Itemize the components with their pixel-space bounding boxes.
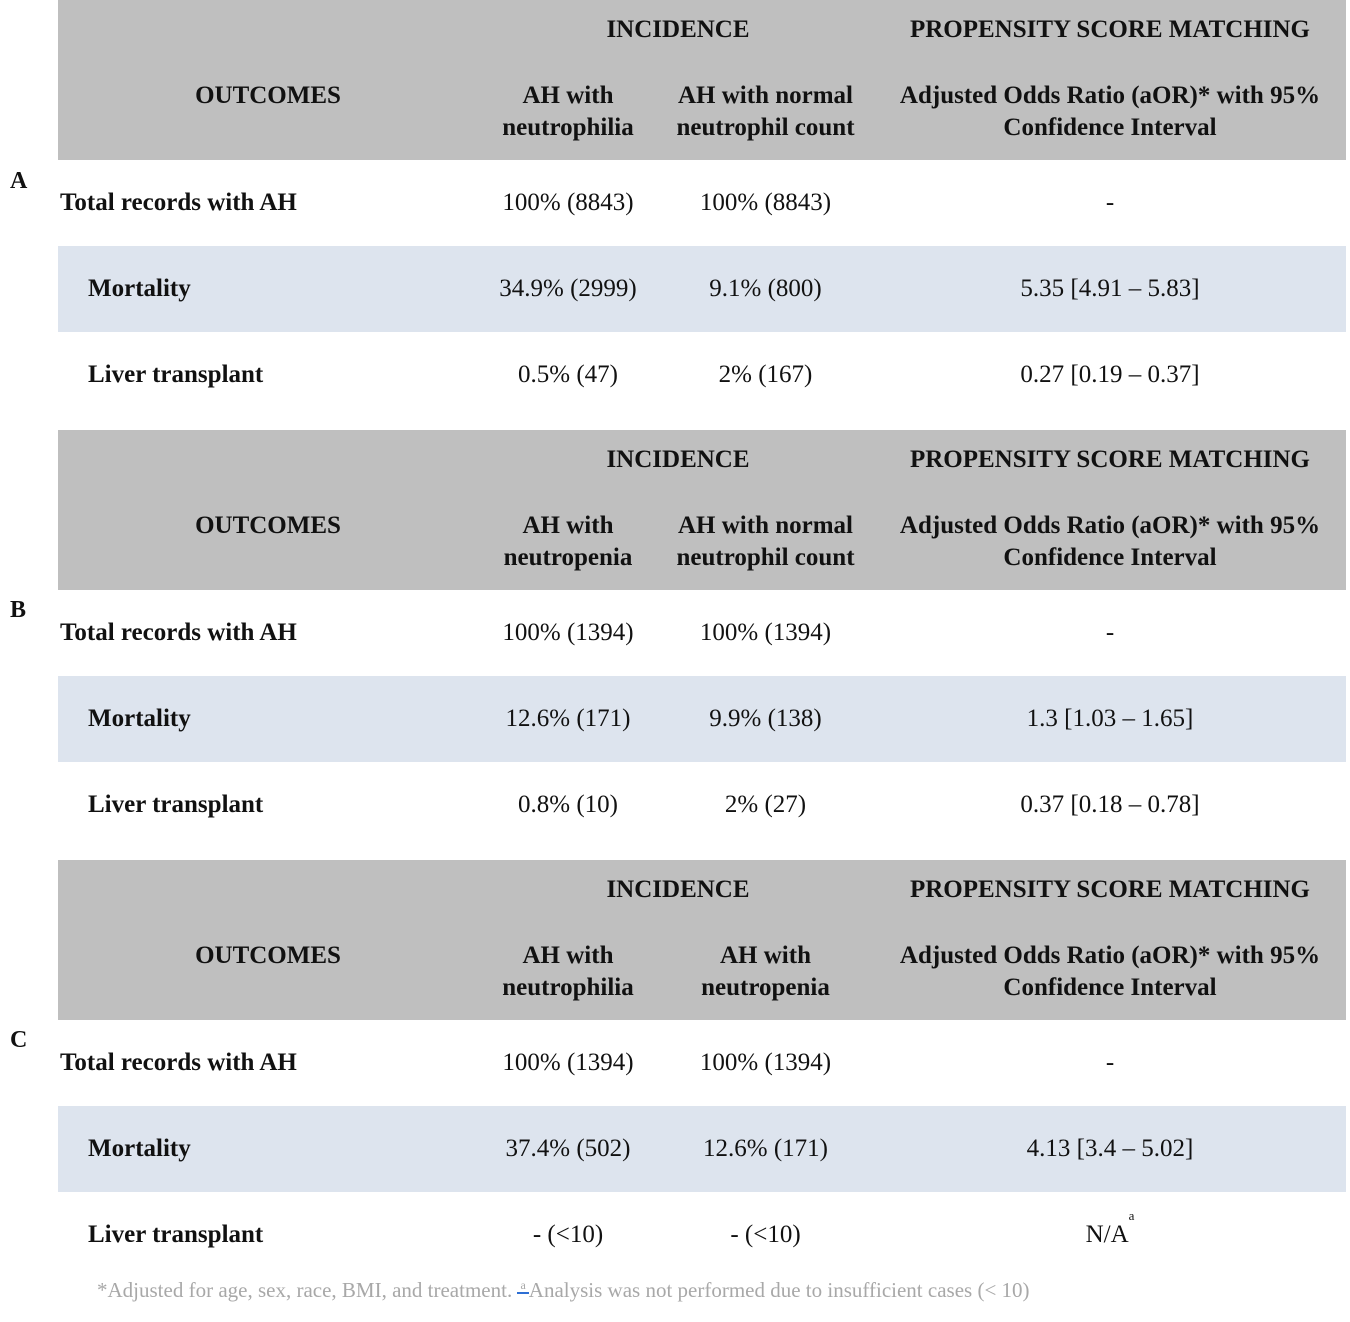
row-label: Liver transplant [88, 791, 264, 818]
table-row [58, 1106, 1346, 1192]
cell-value: 100% (1394) [699, 619, 832, 646]
column-header-2: AH with neutropenia [701, 942, 830, 1001]
cell-value: 0.8% (10) [518, 791, 618, 818]
cell-value: - [1105, 189, 1115, 216]
panel-b-table [58, 430, 1346, 848]
table-header [58, 860, 1346, 1020]
cell-value: 12.6% (171) [703, 1135, 828, 1162]
table-header [58, 430, 1346, 590]
row-label: Total records with AH [60, 189, 297, 216]
column-header-3: Adjusted Odds Ratio (aOR)* with 95% Confidence Interval [899, 942, 1321, 1001]
outcomes-heading: OUTCOMES [195, 942, 341, 969]
cell-value: 100% (1394) [502, 619, 634, 646]
cell-value: 9.9% (138) [709, 705, 822, 732]
footnote-not-performed: Analysis was not performed due to insufficient cases (< 10) [528, 1278, 1030, 1302]
cell-value [878, 1192, 1342, 1278]
panel-letter-a: A [10, 168, 28, 194]
psm-heading: PROPENSITY SCORE MATCHING [909, 876, 1311, 903]
row-label: Mortality [88, 275, 191, 302]
column-header-3: Adjusted Odds Ratio (aOR)* with 95% Confidence Interval [899, 82, 1321, 141]
cell-value: 0.27 [0.19 – 0.37] [1020, 361, 1200, 388]
table-row [58, 676, 1346, 762]
column-header-1: AH with neutrophilia [502, 82, 634, 141]
outcomes-heading: OUTCOMES [195, 82, 341, 109]
table-row [58, 590, 1346, 676]
cell-value: - [1105, 619, 1115, 646]
outcomes-heading: OUTCOMES [195, 512, 341, 539]
panel-letter-c: C [10, 1027, 28, 1053]
cell-value: - [1105, 1049, 1115, 1076]
incidence-heading: INCIDENCE [606, 16, 750, 43]
cell-value: 100% (1394) [699, 1049, 832, 1076]
cell-value: 2% (167) [718, 361, 813, 388]
column-header-2: AH with normal neutrophil count [676, 512, 855, 571]
row-label: Mortality [88, 705, 191, 732]
table-row [58, 332, 1346, 418]
cell-value: 37.4% (502) [505, 1135, 631, 1162]
footnote [97, 1278, 1030, 1303]
panel-c-table [58, 860, 1346, 1278]
cell-value-text: N/A [1085, 1221, 1129, 1248]
table-header [58, 0, 1346, 160]
row-label: Total records with AH [60, 1049, 297, 1076]
column-header-2: AH with normal neutrophil count [676, 82, 855, 141]
panel-a-table [58, 0, 1346, 418]
footnote-marker: a [517, 1278, 528, 1294]
footnote-marker: a [1128, 1208, 1135, 1223]
row-label: Liver transplant [88, 1221, 264, 1248]
cell-value: 5.35 [4.91 – 5.83] [1020, 275, 1200, 302]
incidence-heading: INCIDENCE [606, 876, 750, 903]
table-row [58, 160, 1346, 246]
column-header-3: Adjusted Odds Ratio (aOR)* with 95% Confidence Interval [899, 512, 1321, 571]
psm-heading: PROPENSITY SCORE MATCHING [909, 16, 1311, 43]
cell-value: 2% (27) [724, 791, 807, 818]
row-label: Liver transplant [88, 361, 264, 388]
cell-value: 100% (8843) [699, 189, 832, 216]
cell-value: 1.3 [1.03 – 1.65] [1026, 705, 1194, 732]
row-label: Mortality [88, 1135, 191, 1162]
table-row [58, 1020, 1346, 1106]
cell-value: 0.5% (47) [518, 361, 618, 388]
cell-value: 4.13 [3.4 – 5.02] [1026, 1135, 1194, 1162]
cell-value: 12.6% (171) [505, 705, 631, 732]
cell-value: 100% (1394) [502, 1049, 634, 1076]
row-label: Total records with AH [60, 619, 297, 646]
table-row [58, 246, 1346, 332]
table-row [58, 762, 1346, 848]
panel-letter-b: B [10, 597, 27, 623]
cell-value: 9.1% (800) [709, 275, 822, 302]
footnote-adjusted: *Adjusted for age, sex, race, BMI, and treatment. [97, 1278, 513, 1302]
table-row [58, 1192, 1346, 1278]
cell-value: - (<10) [532, 1221, 604, 1248]
psm-heading: PROPENSITY SCORE MATCHING [909, 446, 1311, 473]
cell-value: 34.9% (2999) [499, 275, 637, 302]
cell-value: 100% (8843) [502, 189, 634, 216]
incidence-heading: INCIDENCE [606, 446, 750, 473]
column-header-1: AH with neutrophilia [502, 942, 634, 1001]
cell-value: 0.37 [0.18 – 0.78] [1020, 791, 1200, 818]
cell-value: - (<10) [730, 1221, 801, 1248]
column-header-1: AH with neutropenia [503, 512, 633, 571]
